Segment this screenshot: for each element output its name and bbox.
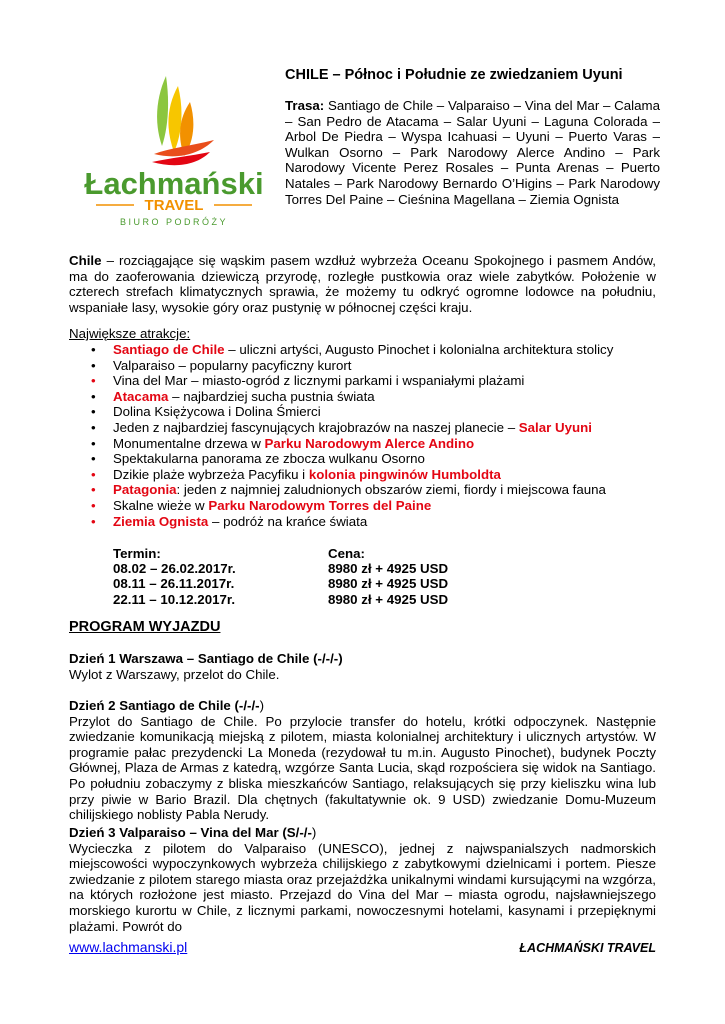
bullet-icon: • xyxy=(91,342,96,357)
footer-brand: ŁACHMAŃSKI TRAVEL xyxy=(519,941,656,955)
page-title: CHILE – Północ i Południe ze zwiedzaniem Uyuni xyxy=(285,67,623,83)
website-link[interactable]: www.lachmanski.pl xyxy=(69,939,188,955)
cena-label: Cena: xyxy=(328,546,365,561)
highlight: Santiago de Chile xyxy=(113,342,225,357)
day-heading: Dzień 1 Warszawa – Santiago de Chile (-/-/-) xyxy=(69,651,343,666)
termin-label: Termin: xyxy=(113,546,161,561)
terms-dates xyxy=(113,546,236,607)
program-heading: PROGRAM WYJAZDU xyxy=(69,619,221,635)
attraction-item: • Monumentalne drzewa w Parku Narodowym Alerce Andino xyxy=(91,435,475,451)
logo-name: Łachmański xyxy=(84,166,264,201)
day-text: Wylot z Warszawy, przelot do Chile. xyxy=(69,666,280,682)
bullet-icon: • xyxy=(91,404,96,420)
attractions-list xyxy=(69,342,669,529)
term-date: 08.02 – 26.02.2017r. xyxy=(113,561,236,577)
highlight: Atacama xyxy=(113,388,169,404)
attraction-item: • Jeden z najbardziej fascynujących krajobrazów na naszej planecie – Salar Uyuni xyxy=(91,419,592,435)
bullet-icon: • xyxy=(91,357,96,373)
bullet-icon: • xyxy=(91,388,96,404)
attraction-item: • Patagonia: jeden z najmniej zaludnionych obszarów ziemi, fiordy i miejscowa fauna xyxy=(91,482,606,498)
bullet-icon: • xyxy=(91,373,96,389)
bullet-icon: • xyxy=(91,435,96,451)
highlight: Ziemia Ognista xyxy=(113,513,209,529)
attraction-item: • Dzikie plaże wybrzeża Pacyfiku i kolonia pingwinów Humboldta xyxy=(91,466,501,482)
day-heading: Dzień 2 Santiago de Chile (-/-/-) xyxy=(69,698,265,713)
bullet-icon: • xyxy=(91,497,96,513)
highlight: kolonia pingwinów Humboldta xyxy=(308,466,501,482)
term-date: 22.11 – 10.12.2017r. xyxy=(113,591,236,607)
day-2 xyxy=(69,698,656,823)
attraction-item: • Dolina Księżycowa i Dolina Śmierci xyxy=(91,404,321,420)
intro-paragraph xyxy=(69,253,656,315)
attraction-item: • Skalne wieże w Parku Narodowym Torres del Paine xyxy=(91,497,432,513)
attraction-item: • Santiago de Chile – uliczni artyści, Augusto Pinochet i kolonialna architektura stolicy xyxy=(91,342,614,357)
attractions-heading: Największe atrakcje: xyxy=(69,326,191,341)
bullet-icon: • xyxy=(91,513,96,529)
attraction-item: • Ziemia Ognista – podróż na krańce świata xyxy=(91,513,368,529)
company-logo xyxy=(82,68,267,228)
route-label: Trasa: xyxy=(285,98,325,113)
intro-bold: Chile xyxy=(69,253,102,268)
day-heading: Dzień 3 Valparaiso – Vina del Mar (S/-/-) xyxy=(69,825,317,840)
terms-prices xyxy=(328,546,448,607)
sail-emblem-icon xyxy=(152,76,214,165)
day-3 xyxy=(69,825,656,934)
term-price: 8980 zł + 4925 USD xyxy=(328,576,449,592)
bullet-icon: • xyxy=(91,466,96,482)
bullet-icon: • xyxy=(91,482,96,498)
bullet-icon: • xyxy=(91,419,96,435)
term-price: 8980 zł + 4925 USD xyxy=(328,591,449,607)
route-description xyxy=(285,98,660,207)
highlight: Parku Narodowym Alerce Andino xyxy=(264,435,475,451)
highlight: Patagonia xyxy=(113,482,177,498)
attraction-item: • Valparaiso – popularny pacyficzny kurort xyxy=(91,357,352,373)
day-1 xyxy=(69,651,656,682)
attraction-item: • Vina del Mar – miasto-ogród z licznymi parkami i wspaniałymi plażami xyxy=(91,373,525,389)
logo-tagline: BIURO PODRÓŻY xyxy=(119,217,229,227)
term-price: 8980 zł + 4925 USD xyxy=(328,561,449,577)
attraction-item: • Spektakularna panorama ze zbocza wulkanu Osorno xyxy=(91,451,425,467)
day-text: Przylot do Santiago de Chile. Po przylocie transfer do hotelu, krótki odpoczynek. Następnie zwiedzanie komunikacją miejską z pilotem, miasta kolonialnej architektury i ulicznych artystów. W programie pałac prezydencki La Moneda (rezydował tu m.in. Augusto Pinochet), budynek Poczty Głównej, Plaza de Armas z katedrą, wzgórze Santa Lucia, skąd rozpościera się widok na Santiago. Po południu zobaczymy z bliska mieszkańców Santiago, relaksujących się przy kieliszku wina lub przy piwie w Bario Brazil. Dla chętnych (fakultatywnie ok. 9 USD) zwiedzanie Domu-Muzeum chilijskiego noblisty Pabla Nerudy. xyxy=(69,713,656,823)
highlight: Parku Narodowym Torres del Paine xyxy=(208,497,432,513)
bullet-icon: • xyxy=(91,451,96,467)
highlight: Salar Uyuni xyxy=(518,419,592,435)
logo-travel: TRAVEL xyxy=(144,197,204,214)
intro-text: – rozciągające się wąskim pasem wzdłuż wybrzeża Oceanu Spokojnego i pasmem Andów, ma do zaoferowania dziewiczą przyrodę, rozległe pustkowia oraz wiele zabytków. Położenie w czterech strefach klimatycznych sprawia, że możemy tu odkryć ogromne lodowce na południu, wspaniałe lasy, wysokie góry oraz pustynię w północnej części kraju. xyxy=(69,253,656,315)
term-date: 08.11 – 26.11.2017r. xyxy=(113,576,235,592)
route-text: Santiago de Chile – Valparaiso – Vina del Mar – Calama – San Pedro de Atacama – Salar Uyuni – Laguna Colorada – Arbol De Piedra – Wyspa Icahuasi – Uyuni – Puerto Varas – Wulkan Osorno – Park Narodowy Alerce Andino – Park Narodowy Vicente Perez Rosales – Punta Arenas – Puerto Natales – Park Narodowy Bernardo O’Higins – Park Narodowy Torres Del Paine – Cieśnina Magellana – Ziemia Ognista xyxy=(285,98,660,207)
attraction-item: • Atacama – najbardziej sucha pustnia świata xyxy=(91,388,375,404)
day-text: Wycieczka z pilotem do Valparaiso (UNESCO), jednej z najwspanialszych nadmorskich miejscowości wypoczynkowych wybrzeża chilijskiego z zabytkowymi dzielnicami i portem. Piesze zwiedzanie z pilotem starego miasta oraz przejażdżka unikalnymi windami kursującymi na wzgórza, na których rozłożone jest miasto. Przejazd do Vina del Mar – miasta ogrodu, najsławniejszego morskiego kurortu w Chile, z licznymi parkami, nowoczesnymi hotelami, kasynami i przepięknymi plażami. Powrót do xyxy=(69,840,656,934)
